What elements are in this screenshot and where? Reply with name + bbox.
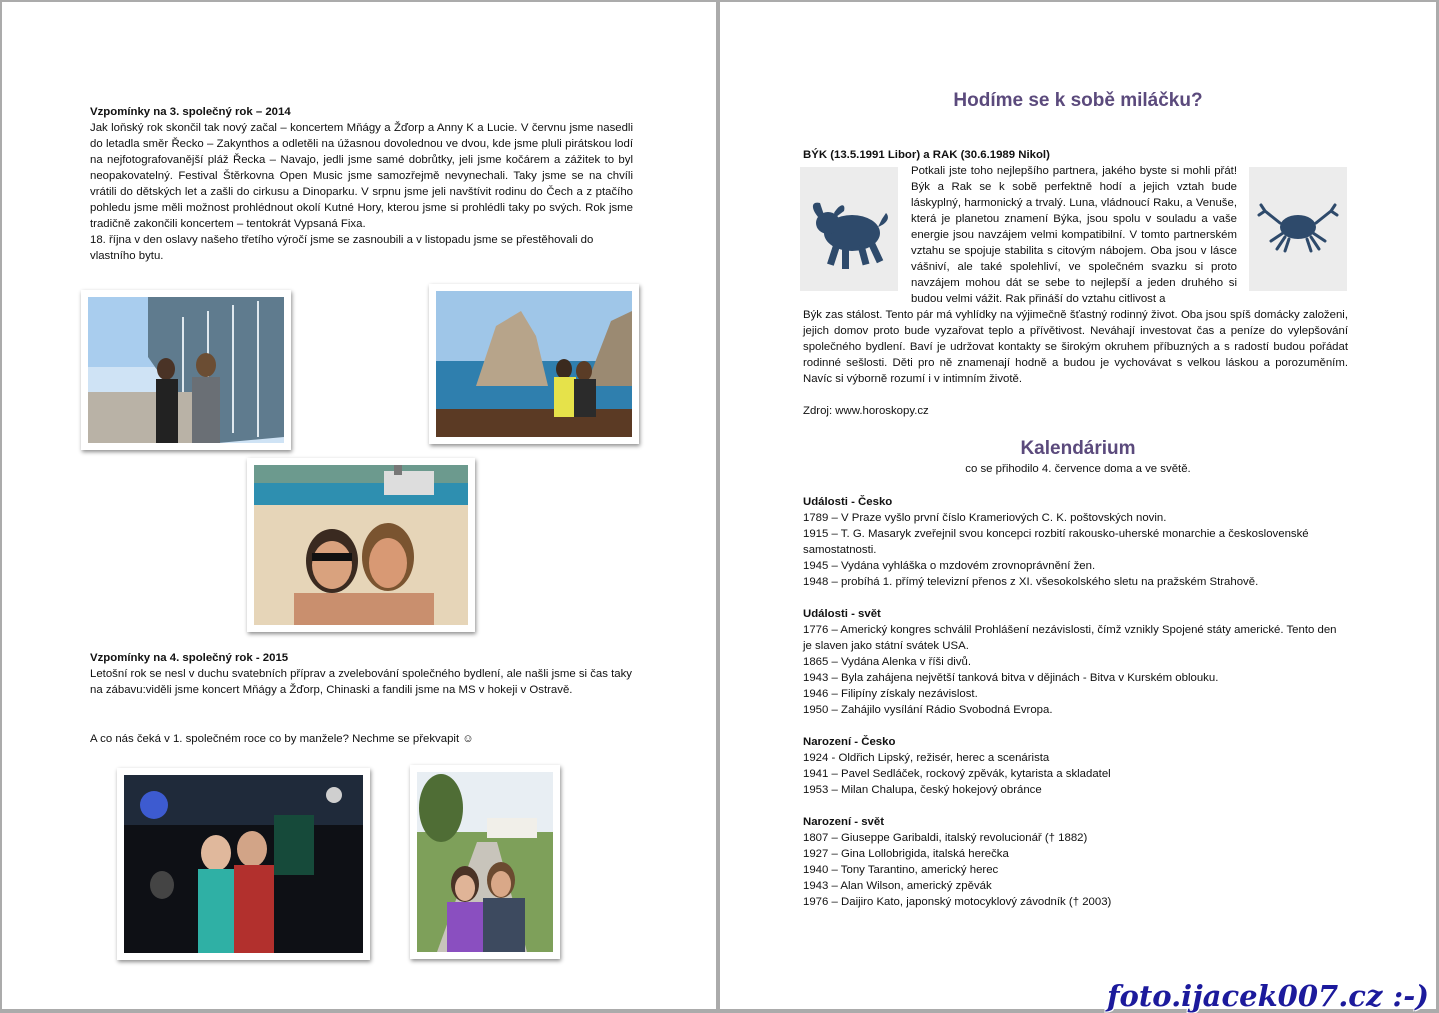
calendar-section xyxy=(803,814,1348,910)
cancer-sign-box xyxy=(1249,167,1347,291)
photo-park xyxy=(410,765,560,959)
calendar-entry: 1927 – Gina Lollobrigida, italská herečka xyxy=(803,848,1009,860)
calendar-entry: 1946 – Filipíny získaly nezávislost. xyxy=(803,688,978,700)
taurus-sign-box xyxy=(800,167,898,291)
horoscope-title: Hodíme se k sobě miláčku? xyxy=(953,90,1203,111)
calendar-entry: 1950 – Zahájilo vysílání Rádio Svobodná Evropa. xyxy=(803,704,1053,716)
memories-2015 xyxy=(90,650,633,698)
calendar-title: Kalendárium xyxy=(1020,438,1136,459)
calendar-sections xyxy=(803,494,1348,926)
calendar-entry: 1945 – Vydána vyhláška o mzdovém zrovnoprávnění žen. xyxy=(803,560,1096,572)
calendar-entry: 1976 – Daijiro Kato, japonský motocyklový závodník († 2003) xyxy=(803,896,1112,908)
calendar-section-title: Události - Česko xyxy=(803,496,893,508)
calendar-section-title: Narození - svět xyxy=(803,816,885,828)
horoscope-source: Zdroj: www.horoskopy.cz xyxy=(803,405,929,417)
calendar-entry: 1948 – probíhá 1. přímý televizní přenos z XI. všesokolského sletu na pražském Strahově. xyxy=(803,576,1259,588)
memories-2015-title: Vzpomínky na 4. společný rok - 2015 xyxy=(90,652,289,664)
calendar-section xyxy=(803,734,1348,798)
photo-party xyxy=(117,768,370,960)
calendar-entry: 1865 – Vydána Alenka v říši divů. xyxy=(803,656,972,668)
calendar-entry: 1943 – Alan Wilson, americký zpěvák xyxy=(803,880,992,892)
calendar-entry: 1807 – Giuseppe Garibaldi, italský revolucionář († 1882) xyxy=(803,832,1088,844)
photo-airport xyxy=(81,290,291,450)
memories-2014 xyxy=(90,104,633,264)
memories-2014-text: Jak loňský rok skončil tak nový začal – koncertem Mňágy a Žďorp a Anny K a Lucie. V červnu jsme nasedli do letadla směr Řecko – Zakynthos a odletěli na úžasnou dovolednou ve dvou, kde jsme pluli pirátskou lodí na nejfotografovanější pláž Řecka – Navajo, jedli jsme samé dobrůtky, jeli jsme kočárem a zážitek to byl neopakovatelný. Festival Štěrkovna Open Music jsme samozřejmě nevynechali. Taky jsme se na chvíli vrátili do dětských let a zašli do cirkusu a Dinoparku. V srpnu jsme jeli navštívit rodinu do Čech a z ptačího pohledu jsme měli možnost prohlédnout okolí Kutné Hory, kterou jsme si prohlédli taky po svých. Rok jsme tradičně zakončili koncertem – tentokrát Vypsaná Fixa. xyxy=(90,122,633,230)
watermark: foto.ijacek007.cz :-) xyxy=(1107,979,1429,1013)
zodiac-pair-text: Potkali jste toho nejlepšího partnera, jakého byste si mohli přát! Býk a Rak se k sobě perfektně hodí a jejich vztah bude láskyplný, harmonický a trvalý. Luna, vládnoucí Raku, a Venuše, která je planetou znamení Býka, jsou spolu v souladu a vaše energie jsou navzájem velmi kompatibilní. V tomto partnerském vztahu se spojuje stabilita s citovým nábojem. Oba jsou v lásce vášniví, ale také spolehliví, ve společném svazku si proto navzájem mohou dát se sebe to nejlepší a jeden druhého si budou velmi vážit. Rak přináší do vztahu citlivost a xyxy=(911,165,1237,305)
calendar-entry: 1915 – T. G. Masaryk zveřejnil svou koncepci rozbití rakousko-uherské monarchie a československé samostatnosti. xyxy=(803,528,1309,556)
calendar-entry: 1940 – Tony Tarantino, americký herec xyxy=(803,864,999,876)
calendar-entry: 1776 – Americký kongres schválil Prohlášení nezávislosti, čímž vznikly Spojené státy americké. Tento den je slaven jako státní svátek USA. xyxy=(803,624,1337,652)
calendar-section xyxy=(803,494,1348,590)
calendar-section-title: Narození - Česko xyxy=(803,736,896,748)
photo-navajo-beach xyxy=(247,458,475,632)
zodiac-pair-heading: BÝK (13.5.1991 Libor) a RAK (30.6.1989 Nikol) xyxy=(803,149,1050,161)
closing-line: A co nás čeká v 1. společném roce co by manžele? Nechme se překvapit ☺ xyxy=(90,733,474,745)
calendar-entry: 1924 - Oldřich Lipský, režisér, herec a scenárista xyxy=(803,752,1050,764)
calendar-entry: 1789 – V Praze vyšlo první číslo Krameriových C. K. poštovských novin. xyxy=(803,512,1167,524)
calendar-entry: 1941 – Pavel Sedláček, rockový zpěvák, kytarista a skladatel xyxy=(803,768,1111,780)
taurus-icon xyxy=(800,167,898,291)
photo-sea-rock xyxy=(429,284,639,444)
calendar-entry: 1953 – Milan Chalupa, český hokejový obránce xyxy=(803,784,1042,796)
memories-2014-engagement: 18. října v den oslavy našeho třetího výročí jsme se zasnoubili a v listopadu jsme se přestěhovali do vlastního bytu. xyxy=(90,234,594,262)
right-page xyxy=(720,2,1436,1009)
memories-2014-title: Vzpomínky na 3. společný rok – 2014 xyxy=(90,106,291,118)
memories-2015-text: Letošní rok se nesl v duchu svatebních příprav a zvelebování společného bydlení, ale našli jsme si čas taky na zábavu:viděli jsme koncert Mňágy a Žďorp, Chinaski a fandili jsme na MS v hokeji v Ostravě. xyxy=(90,668,632,696)
left-page xyxy=(2,2,716,1009)
zodiac-pair-text-continued: Býk zas stálost. Tento pár má vyhlídky na výjimečně šťastný rodinný život. Oba jsou spíš domácky založeni, jejich domov proto bude vyzařovat teplo a přívětivost. Neváhají investovat čas a peníze do vylepšování společného bydlení. Baví je udržovat kontakty se širokým okruhem příbuzných a s radostí budou pořádat rodinné sešlosti. Děti pro ně znamenají hodně a budou je vychovávat s velkou láskou a porozuměním. Navíc si výborně rozumí i v intimním životě. xyxy=(803,309,1348,385)
calendar-section-title: Události - svět xyxy=(803,608,881,620)
calendar-entry: 1943 – Byla zahájena největší tanková bitva v dějinách - Bitva v Kurském oblouku. xyxy=(803,672,1219,684)
calendar-subtitle: co se přihodilo 4. července doma a ve světě. xyxy=(965,463,1191,475)
calendar-section xyxy=(803,606,1348,718)
cancer-icon xyxy=(1249,167,1347,291)
